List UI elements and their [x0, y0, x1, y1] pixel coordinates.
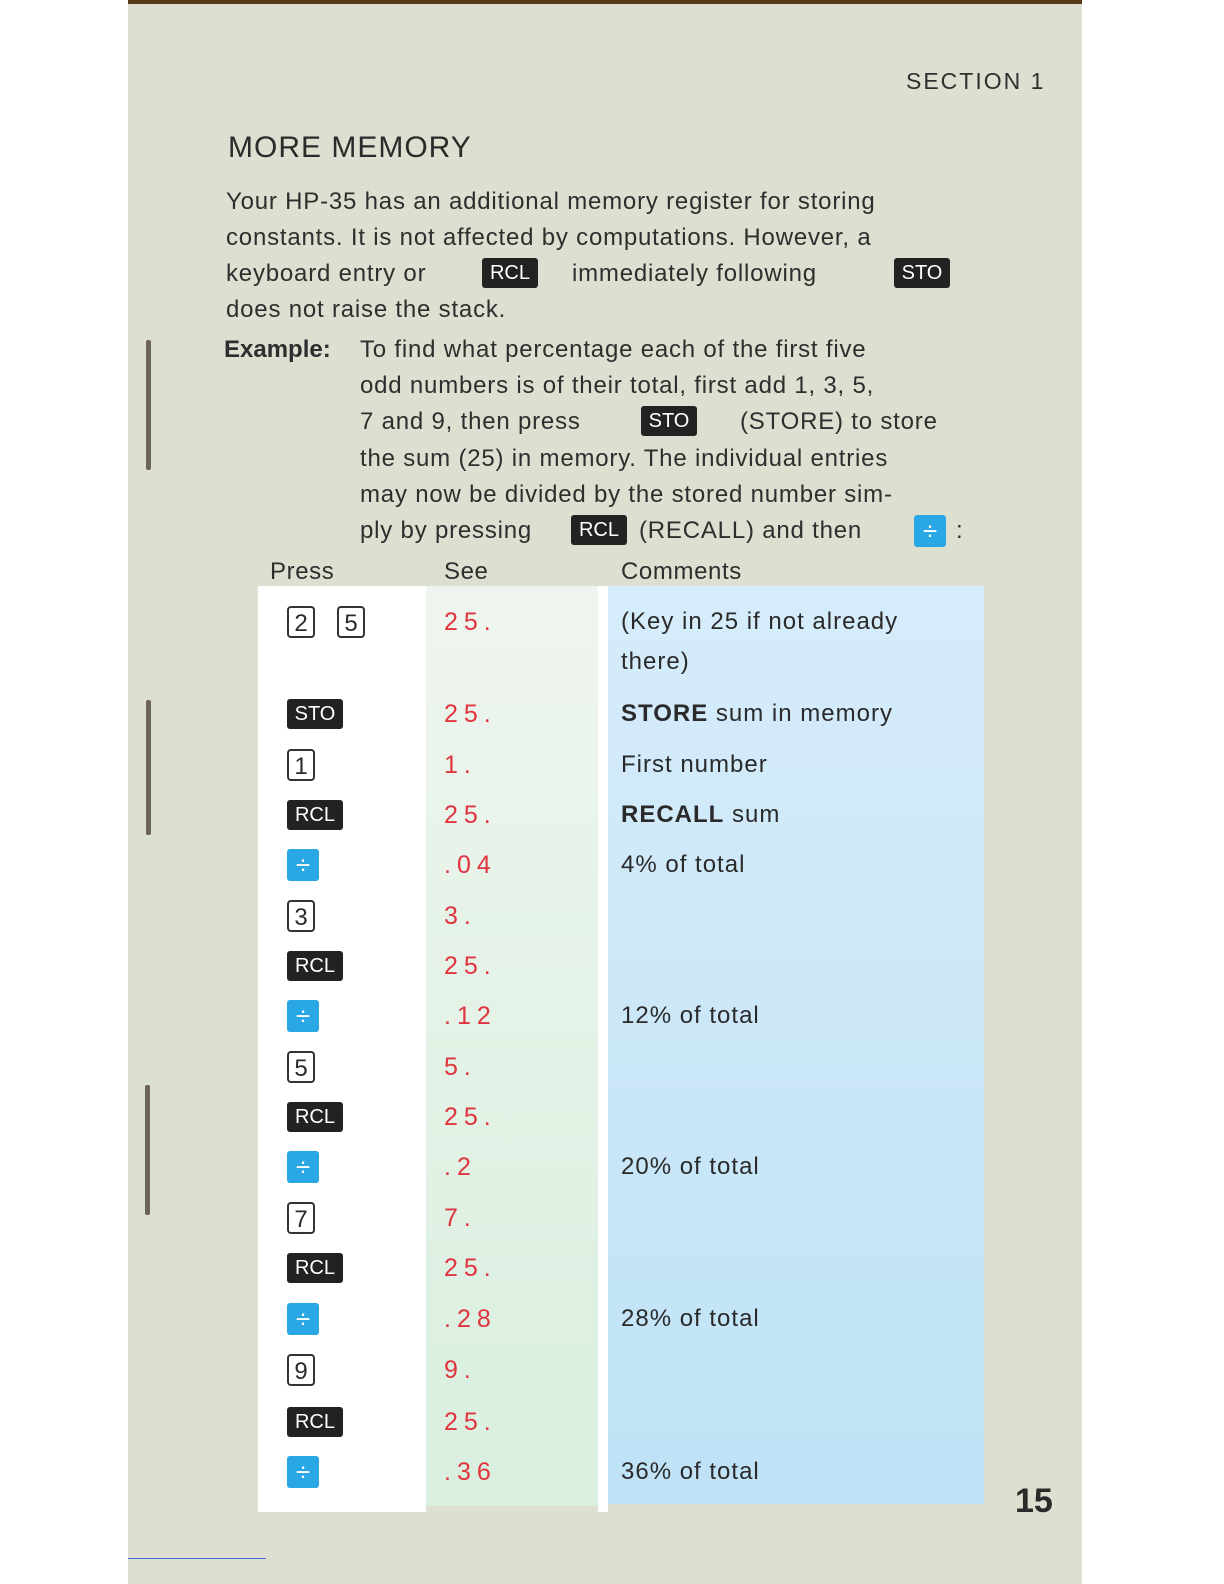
comment-text: there) — [621, 648, 690, 675]
rcl-key-icon: RCL — [571, 515, 627, 545]
digit-key-icon: 5 — [287, 1051, 315, 1083]
intro-line: keyboard entry or — [226, 260, 427, 287]
rcl-key-icon: RCL — [482, 258, 538, 288]
comment-rest: sum — [724, 801, 781, 828]
intro-line: constants. It is not affected by computations. However, a — [226, 224, 872, 251]
column-header-press: Press — [270, 558, 335, 585]
digit-key-icon: 9 — [287, 1354, 315, 1386]
comment-text — [621, 700, 893, 728]
page-top-edge — [128, 0, 1082, 4]
divide-key-icon: ÷ — [287, 849, 319, 881]
divide-key-icon: ÷ — [287, 1000, 319, 1032]
column-header-see: See — [444, 558, 489, 585]
comment-text: First number — [621, 751, 768, 778]
staple — [146, 700, 151, 835]
sto-key-icon: STO — [641, 406, 697, 436]
display-value: 25. — [444, 1254, 497, 1282]
comment-rest: sum in memory — [708, 700, 893, 727]
comment-text: 28% of total — [621, 1305, 760, 1332]
display-value: .12 — [444, 1002, 497, 1030]
page-heading: MORE MEMORY — [228, 131, 472, 164]
rcl-key-icon: RCL — [287, 1407, 343, 1437]
comment-text: 4% of total — [621, 851, 746, 878]
sto-key-icon: STO — [287, 699, 343, 729]
display-value: 25. — [444, 608, 497, 636]
column-divider — [598, 586, 608, 1512]
display-value: 7. — [444, 1204, 477, 1232]
divide-key-icon: ÷ — [287, 1303, 319, 1335]
column-header-comments: Comments — [621, 558, 742, 585]
comment-keyword: STORE — [621, 700, 709, 727]
digit-key-icon: 2 — [287, 606, 315, 638]
display-value: 25. — [444, 1103, 497, 1131]
digit-key-icon: 3 — [287, 900, 315, 932]
example-line: the sum (25) in memory. The individual entries — [360, 445, 889, 472]
link-underline — [128, 1558, 266, 1559]
display-value: .28 — [444, 1305, 497, 1333]
display-value: 9. — [444, 1356, 477, 1384]
digit-key-icon: 1 — [287, 749, 315, 781]
display-value: 1. — [444, 751, 477, 779]
display-value: .36 — [444, 1458, 497, 1486]
intro-line: Your HP-35 has an additional memory register for storing — [226, 188, 876, 215]
intro-line: immediately following — [572, 260, 817, 287]
comment-keyword: RECALL — [621, 801, 725, 828]
divide-key-icon: ÷ — [287, 1151, 319, 1183]
staple — [146, 340, 151, 470]
divide-key-icon: ÷ — [914, 515, 946, 547]
display-value: 3. — [444, 902, 477, 930]
comment-text — [621, 801, 780, 829]
divide-key-icon: ÷ — [287, 1456, 319, 1488]
page-number: 15 — [1015, 1482, 1053, 1520]
comment-text: (Key in 25 if not already — [621, 608, 899, 635]
digit-key-icon: 5 — [337, 606, 365, 638]
example-line: : — [956, 517, 964, 544]
staple — [145, 1085, 150, 1215]
example-line: may now be divided by the stored number sim- — [360, 481, 893, 508]
sto-key-icon: STO — [894, 258, 950, 288]
display-value: 25. — [444, 801, 497, 829]
example-line: (RECALL) and then — [639, 517, 863, 544]
example-label: Example: — [224, 336, 331, 363]
rcl-key-icon: RCL — [287, 1102, 343, 1132]
example-line: 7 and 9, then press — [360, 408, 581, 435]
rcl-key-icon: RCL — [287, 1253, 343, 1283]
example-line: ply by pressing — [360, 517, 533, 544]
comment-text: 20% of total — [621, 1153, 760, 1180]
rcl-key-icon: RCL — [287, 800, 343, 830]
example-line: To find what percentage each of the first five — [360, 336, 867, 363]
intro-line: does not raise the stack. — [226, 296, 507, 323]
digit-key-icon: 7 — [287, 1202, 315, 1234]
display-value: .2 — [444, 1153, 477, 1181]
comment-text: 12% of total — [621, 1002, 760, 1029]
section-label: SECTION 1 — [906, 68, 1046, 94]
display-value: 25. — [444, 952, 497, 980]
comment-text: 36% of total — [621, 1458, 760, 1485]
rcl-key-icon: RCL — [287, 951, 343, 981]
display-value: .04 — [444, 851, 497, 879]
display-value: 5. — [444, 1053, 477, 1081]
display-value: 25. — [444, 1408, 497, 1436]
example-line: (STORE) to store — [740, 408, 938, 435]
example-line: odd numbers is of their total, first add 1, 3, 5, — [360, 372, 875, 399]
display-value: 25. — [444, 700, 497, 728]
